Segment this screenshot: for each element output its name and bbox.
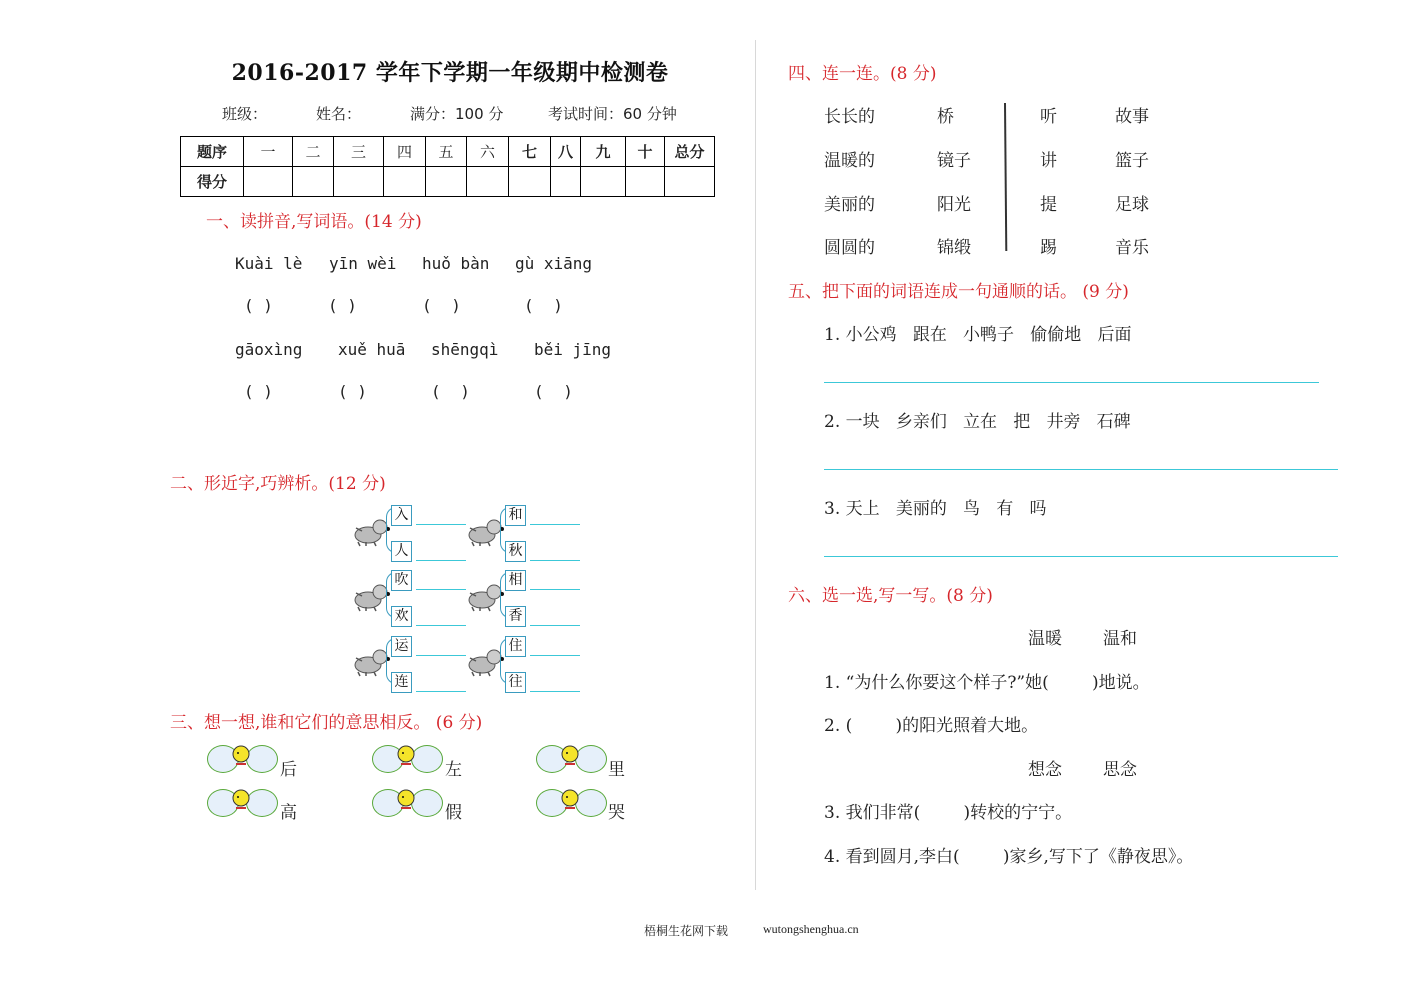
answer-blank[interactable]: ( ) xyxy=(524,296,568,315)
table-header-cell: 四 xyxy=(384,137,426,167)
full-score: 满分：100 分 xyxy=(410,105,504,123)
score-cell[interactable] xyxy=(581,167,626,197)
score-cell[interactable] xyxy=(626,167,665,197)
table-header-cell: 八 xyxy=(551,137,581,167)
table-header-cell: 六 xyxy=(467,137,509,167)
column-divider xyxy=(755,40,756,890)
table-header-cell: 十 xyxy=(626,137,665,167)
char-box: 吹 xyxy=(391,570,412,591)
match-item[interactable]: 讲 xyxy=(1040,151,1057,171)
score-cell[interactable] xyxy=(244,167,293,197)
char-box: 欢 xyxy=(391,606,412,627)
choice-word: 温和 xyxy=(1103,629,1137,649)
write-line[interactable] xyxy=(416,560,466,561)
section3-heading: 三、想一想,谁和它们的意思相反。 (6 分) xyxy=(170,713,483,733)
answer-blank[interactable]: ( ) xyxy=(338,382,367,401)
fill-question[interactable]: 4. 看到圆月,李白( )家乡,写下了《静夜思》。 xyxy=(824,847,1194,867)
choice-word: 温暖 xyxy=(1028,629,1062,649)
antonym-word: 假 xyxy=(445,803,462,823)
score-cell[interactable] xyxy=(665,167,715,197)
table-header-cell: 五 xyxy=(426,137,467,167)
write-line[interactable] xyxy=(416,691,466,692)
pinyin-item: shēngqì xyxy=(431,340,499,359)
table-header-cell: 三 xyxy=(334,137,384,167)
match-item[interactable]: 故事 xyxy=(1115,107,1149,127)
answer-blank[interactable]: ( ) xyxy=(534,382,578,401)
char-box: 和 xyxy=(505,505,526,526)
write-line[interactable] xyxy=(416,589,466,590)
table-header-cell: 题序 xyxy=(181,137,244,167)
pinyin-item: Kuài lè xyxy=(235,254,303,273)
sentence-words: 2. 一块 乡亲们 立在 把 井旁 石碑 xyxy=(824,412,1131,432)
table-header-cell: 九 xyxy=(581,137,626,167)
pinyin-item: běi jīng xyxy=(534,340,612,359)
sentence-words: 3. 天上 美丽的 鸟 有 吗 xyxy=(824,499,1047,519)
score-table xyxy=(180,136,715,197)
section1-heading: 一、读拼音,写词语。(14 分) xyxy=(206,212,422,232)
exam-time: 考试时间：60 分钟 xyxy=(548,105,677,123)
fill-question[interactable]: 1. “为什么你要这个样子?”她( )地说。 xyxy=(824,673,1150,693)
name-label: 姓名： xyxy=(316,105,362,123)
score-cell[interactable] xyxy=(426,167,467,197)
score-cell[interactable] xyxy=(384,167,426,197)
match-divider-line xyxy=(1004,103,1007,251)
antonym-word: 高 xyxy=(280,803,297,823)
footer-site-url[interactable]: wutongshenghua.cn xyxy=(763,922,859,936)
match-item[interactable]: 踢 xyxy=(1040,238,1057,258)
write-line[interactable] xyxy=(530,560,580,561)
score-cell[interactable] xyxy=(293,167,334,197)
answer-blank[interactable]: ( ) xyxy=(328,296,357,315)
char-box: 秋 xyxy=(505,541,526,562)
write-line[interactable] xyxy=(530,625,580,626)
score-table-score-row xyxy=(181,167,715,197)
score-cell[interactable] xyxy=(334,167,384,197)
answer-line[interactable] xyxy=(824,556,1338,557)
choice-word: 想念 xyxy=(1028,760,1062,780)
match-item[interactable]: 锦缎 xyxy=(937,238,971,258)
bee-icon xyxy=(395,788,417,814)
char-box: 相 xyxy=(505,570,526,591)
bee-icon xyxy=(230,788,252,814)
write-line[interactable] xyxy=(416,655,466,656)
table-header-cell: 二 xyxy=(293,137,334,167)
write-line[interactable] xyxy=(530,655,580,656)
char-box: 往 xyxy=(505,672,526,693)
score-table-header-row xyxy=(181,137,715,167)
char-box: 入 xyxy=(391,505,412,526)
match-item[interactable]: 桥 xyxy=(937,107,954,127)
char-box: 香 xyxy=(505,606,526,627)
write-line[interactable] xyxy=(416,524,466,525)
pinyin-item: gù xiāng xyxy=(515,254,593,273)
write-line[interactable] xyxy=(416,625,466,626)
table-header-cell: 总分 xyxy=(665,137,715,167)
section2-heading: 二、形近字,巧辨析。(12 分) xyxy=(170,474,386,494)
bee-icon xyxy=(559,744,581,770)
sentence-words: 1. 小公鸡 跟在 小鸭子 偷偷地 后面 xyxy=(824,325,1132,345)
match-item[interactable]: 镜子 xyxy=(937,151,971,171)
class-label: 班级： xyxy=(222,105,268,123)
table-row-header: 得分 xyxy=(181,167,244,197)
antonym-word: 里 xyxy=(608,760,625,780)
write-line[interactable] xyxy=(530,589,580,590)
match-item[interactable]: 阳光 xyxy=(937,195,971,215)
match-item[interactable]: 足球 xyxy=(1115,195,1149,215)
fill-question[interactable]: 2. ( )的阳光照着大地。 xyxy=(824,716,1039,736)
section6-heading: 六、选一选,写一写。(8 分) xyxy=(788,586,993,606)
score-cell[interactable] xyxy=(467,167,509,197)
char-box: 连 xyxy=(391,672,412,693)
footer-site-name: 梧桐生花网下载 xyxy=(644,924,729,938)
antonym-word: 后 xyxy=(280,760,297,780)
match-item[interactable]: 音乐 xyxy=(1115,238,1149,258)
score-cell[interactable] xyxy=(509,167,551,197)
section5-heading: 五、把下面的词语连成一句通顺的话。 (9 分) xyxy=(788,282,1129,302)
pinyin-item: huǒ bàn xyxy=(422,254,490,273)
answer-blank[interactable]: ( ) xyxy=(244,296,273,315)
table-header-cell: 一 xyxy=(244,137,293,167)
char-box: 住 xyxy=(505,636,526,657)
bee-icon xyxy=(395,744,417,770)
match-item[interactable]: 温暖的 xyxy=(824,151,875,171)
match-item[interactable]: 美丽的 xyxy=(824,195,875,215)
fill-question[interactable]: 3. 我们非常( )转校的宁宁。 xyxy=(824,803,1073,823)
answer-line[interactable] xyxy=(824,382,1319,383)
answer-blank[interactable]: ( ) xyxy=(431,382,475,401)
match-item[interactable]: 圆圆的 xyxy=(824,238,875,258)
pinyin-item: xuě huā xyxy=(338,340,406,359)
pinyin-item: gāoxìng xyxy=(235,340,303,359)
bee-icon xyxy=(230,744,252,770)
page-title: 2016-2017 学年下学期一年级期中检测卷 xyxy=(231,60,669,86)
section4-heading: 四、连一连。(8 分) xyxy=(788,64,937,84)
char-box: 运 xyxy=(391,636,412,657)
write-line[interactable] xyxy=(530,524,580,525)
match-item[interactable]: 篮子 xyxy=(1115,151,1149,171)
write-line[interactable] xyxy=(530,691,580,692)
bee-icon xyxy=(559,788,581,814)
table-header-cell: 七 xyxy=(509,137,551,167)
choice-word: 思念 xyxy=(1103,760,1137,780)
answer-line[interactable] xyxy=(824,469,1338,470)
antonym-word: 哭 xyxy=(608,803,625,823)
char-box: 人 xyxy=(391,541,412,562)
match-item[interactable]: 提 xyxy=(1040,195,1057,215)
score-cell[interactable] xyxy=(551,167,581,197)
answer-blank[interactable]: ( ) xyxy=(422,296,466,315)
answer-blank[interactable]: ( ) xyxy=(244,382,273,401)
antonym-word: 左 xyxy=(445,760,462,780)
match-item[interactable]: 长长的 xyxy=(824,107,875,127)
pinyin-item: yīn wèi xyxy=(329,254,397,273)
match-item[interactable]: 听 xyxy=(1040,107,1057,127)
